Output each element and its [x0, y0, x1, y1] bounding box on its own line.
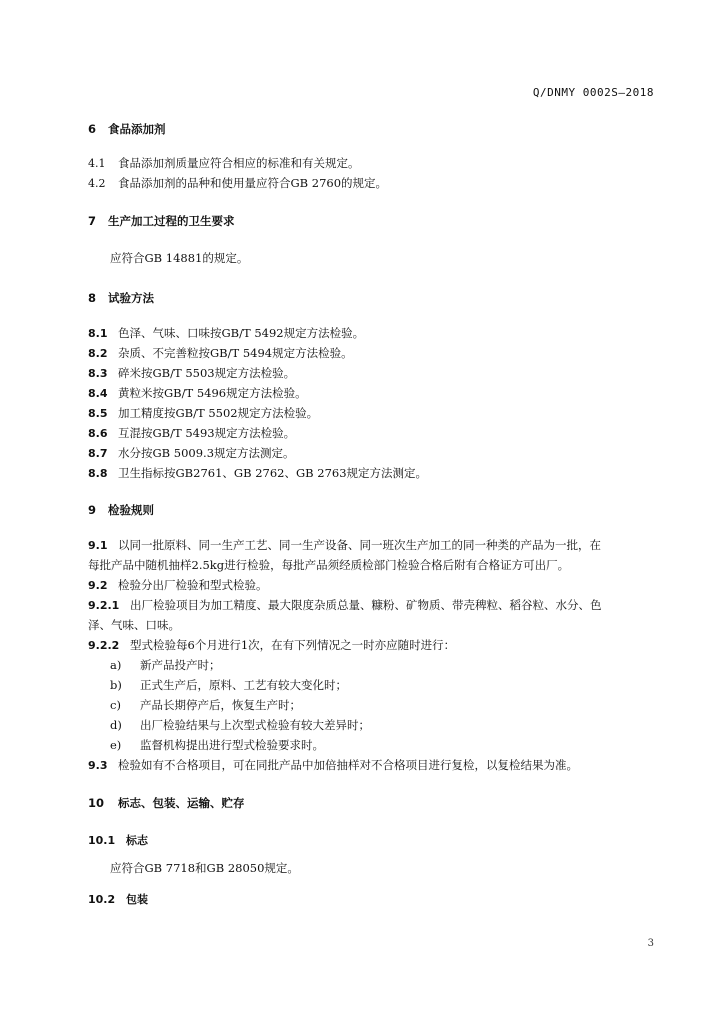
section-title: 食品添加剂 — [108, 122, 166, 136]
subsection-title: 标志 — [126, 834, 148, 847]
clause-number: 8.1 — [88, 327, 108, 340]
document-code: Q/DNMY 0002S—2018 — [532, 86, 654, 99]
clause-text: 色泽、气味、口味按GB/T 5492规定方法检验。 — [118, 326, 365, 340]
condition-item — [88, 675, 654, 695]
condition-text: 产品长期停产后，恢复生产时； — [140, 698, 301, 712]
section-7-heading — [88, 211, 654, 231]
clause-9-2-1-line2: 泽、气味、口味。 — [88, 618, 180, 632]
section-8-heading — [88, 288, 654, 308]
section-number: 10 — [88, 796, 105, 810]
clause-number: 9.2 — [88, 579, 108, 592]
clause-text: 杂质、不完善粒按GB/T 5494规定方法检验。 — [118, 346, 353, 360]
condition-text: 正式生产后，原料、工艺有较大变化时； — [140, 678, 347, 692]
condition-letter: c) — [110, 698, 121, 712]
section-7-text: 应符合GB 14881的规定。 — [110, 251, 249, 265]
subsection-10-1-heading — [88, 831, 654, 851]
condition-text: 监督机构提出进行型式检验要求时。 — [140, 738, 324, 752]
clause-8-6 — [88, 423, 654, 444]
clause-text: 检验如有不合格项目，可在同批产品中加倍抽样对不合格项目进行复检，以复检结果为准。 — [118, 758, 578, 772]
condition-letter: b) — [110, 678, 122, 692]
clause-9-1-line1 — [88, 535, 654, 556]
clause-8-3 — [88, 363, 654, 384]
clause-text: 型式检验每6个月进行1次，在有下列情况之一时亦应随时进行： — [130, 638, 456, 652]
subsection-number: 10.2 — [88, 893, 116, 906]
clause-text: 黄粒米按GB/T 5496规定方法检验。 — [118, 386, 307, 400]
clause-8-5 — [88, 403, 654, 424]
clause-9-2 — [88, 575, 654, 596]
clause-text: 加工精度按GB/T 5502规定方法检验。 — [118, 406, 319, 420]
clause-number: 8.8 — [88, 467, 108, 480]
section-title: 生产加工过程的卫生要求 — [108, 214, 235, 228]
clause-number: 9.2.2 — [88, 639, 120, 652]
clause-text: 食品添加剂质量应符合相应的标准和有关规定。 — [118, 156, 360, 170]
clause-9-2-1-line1 — [88, 595, 654, 616]
clause-9-1-line2: 每批产品中随机抽样2.5kg进行检验，每批产品须经质检部门检验合格后附有合格证方可出厂。 — [88, 558, 570, 572]
condition-letter: a) — [110, 658, 122, 672]
clause-text: 食品添加剂的品种和使用量应符合GB 2760的规定。 — [118, 176, 388, 190]
subsection-number: 10.1 — [88, 834, 116, 847]
condition-item — [88, 655, 654, 675]
clause-number: 4.1 — [88, 157, 106, 170]
clause-number: 4.2 — [88, 177, 106, 190]
clause-number: 8.4 — [88, 387, 108, 400]
clause-4-1 — [88, 153, 654, 174]
clause-number: 9.3 — [88, 759, 108, 772]
clause-8-1 — [88, 323, 654, 344]
section-number: 7 — [88, 214, 97, 228]
clause-number: 9.2.1 — [88, 599, 120, 612]
condition-text: 出厂检验结果与上次型式检验有较大差异时； — [140, 718, 370, 732]
clause-number: 8.3 — [88, 367, 108, 380]
clause-text: 以同一批原料、同一生产工艺、同一生产设备、同一班次生产加工的同一种类的产品为一批，在 — [118, 538, 601, 552]
clause-number: 8.5 — [88, 407, 108, 420]
clause-text: 互混按GB/T 5493规定方法检验。 — [118, 426, 296, 440]
clause-number: 9.1 — [88, 539, 108, 552]
clause-4-2 — [88, 173, 654, 194]
clause-text: 检验分出厂检验和型式检验。 — [118, 578, 268, 592]
clause-8-2 — [88, 343, 654, 364]
section-title: 试验方法 — [108, 291, 154, 305]
clause-number: 8.7 — [88, 447, 108, 460]
subsection-10-2-heading — [88, 890, 654, 910]
section-number: 6 — [88, 122, 97, 136]
clause-8-8 — [88, 463, 654, 484]
section-6-heading — [88, 119, 654, 139]
section-title: 标志、包装、运输、贮存 — [118, 796, 245, 810]
condition-item — [88, 695, 654, 715]
subsection-10-1-text: 应符合GB 7718和GB 28050规定。 — [110, 861, 299, 875]
condition-letter: d) — [110, 718, 122, 732]
clause-9-2-2 — [88, 635, 654, 656]
clause-8-7 — [88, 443, 654, 464]
clause-text: 碎米按GB/T 5503规定方法检验。 — [118, 366, 296, 380]
clause-number: 8.2 — [88, 347, 108, 360]
clause-text: 出厂检验项目为加工精度、最大限度杂质总量、糠粉、矿物质、带壳稗粒、稻谷粒、水分、色 — [130, 598, 602, 612]
section-number: 9 — [88, 503, 97, 517]
section-title: 检验规则 — [108, 503, 154, 517]
section-10-heading — [88, 793, 654, 813]
condition-text: 新产品投产时； — [140, 658, 221, 672]
condition-item — [88, 715, 654, 735]
section-9-heading — [88, 500, 654, 520]
condition-item — [88, 735, 654, 755]
clause-text: 卫生指标按GB2761、GB 2762、GB 2763规定方法测定。 — [118, 466, 428, 480]
clause-number: 8.6 — [88, 427, 108, 440]
condition-letter: e) — [110, 738, 122, 752]
clause-9-3 — [88, 755, 654, 776]
clause-text: 水分按GB 5009.3规定方法测定。 — [118, 446, 295, 460]
clause-8-4 — [88, 383, 654, 404]
section-number: 8 — [88, 291, 97, 305]
page-number: 3 — [647, 938, 654, 949]
subsection-title: 包装 — [126, 893, 148, 906]
